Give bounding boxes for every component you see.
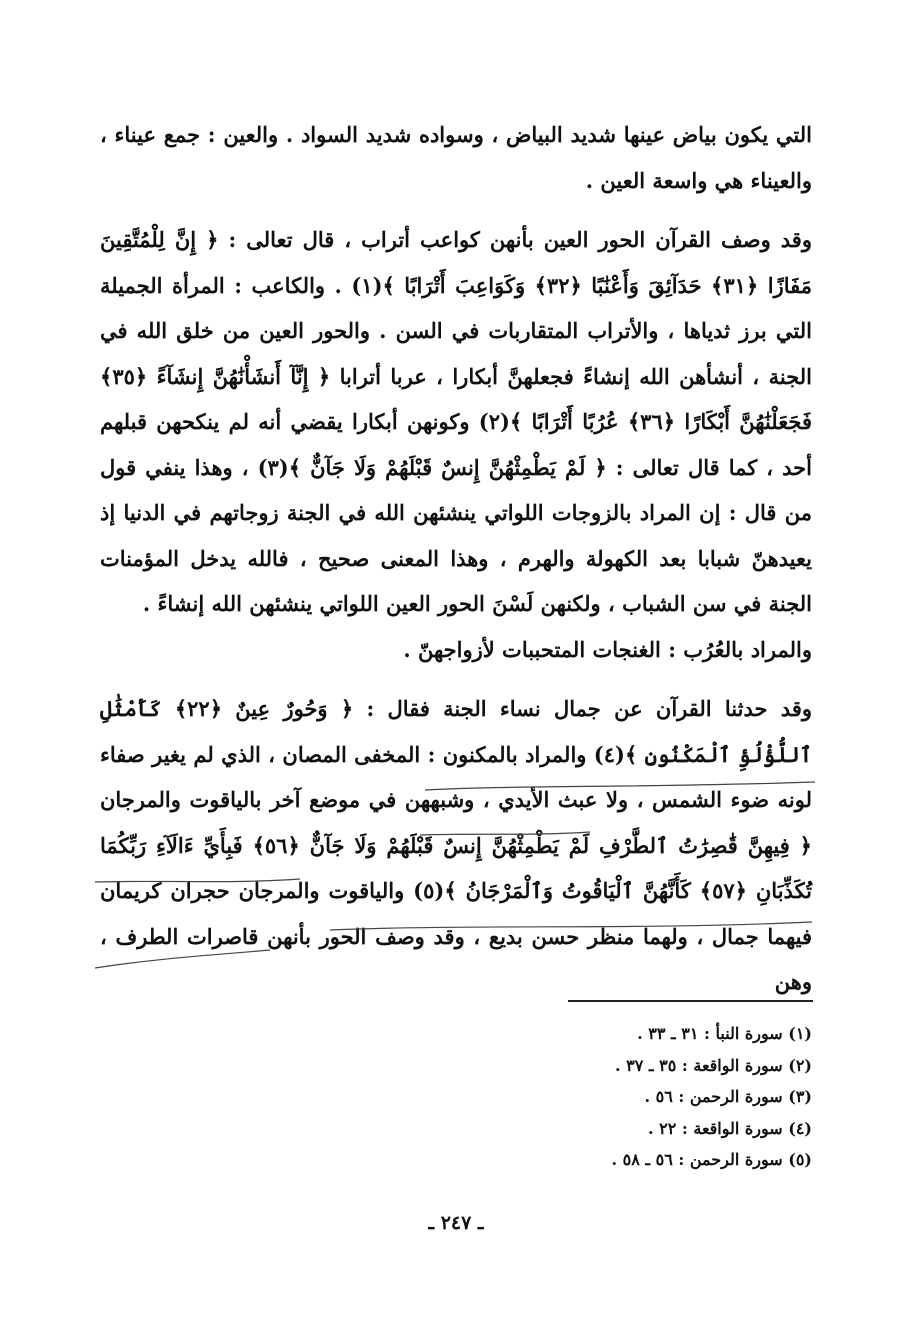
footnote-4: (٤) سورة الواقعة : ٢٢ .	[647, 1118, 812, 1138]
footnote-3: (٣) سورة الرحمن : ٥٦ .	[644, 1087, 812, 1106]
footnotes	[392, 1018, 812, 1176]
paragraph-4: وقد حدثنا القرآن عن جمال نساء الجنة فقال : ﴿ وَحُورٌ عِينٌ ﴿٢٢﴾ كَأَمْثَٰلِ ٱللُّؤْلُؤِ ٱلْمَكْنُونِ ﴾(٤) والمراد بالمكنون : المخفى المصان ، الذي لم يغير صفاء لونه ضوء الشمس ، ولا عبث الأيدي ، وشبههن في موضع آخر بالياقوت والمرجان ﴿ فِيهِنَّ قَٰصِرَٰتُ ٱلطَّرْفِ لَمْ يَطْمِثْهُنَّ إِنسٌ قَبْلَهُمْ وَلَا جَآنٌّ ﴿٥٦﴾ فَبِأَيِّ ءَالَآءِ رَبِّكُمَا تُكَذِّبَانِ ﴿٥٧﴾ كَأَنَّهُنَّ ٱلْيَاقُوتُ وَٱلْمَرْجَانُ ﴾(٥) والياقوت والمرجان حجران كريمان فيهما جمال ، ولهما منظر حسن بديع ، وقد وصف الحور بأنهن قاصرات الطرف ، وهن	[100, 696, 813, 994]
footnote-divider	[568, 1000, 813, 1002]
paragraph-gap	[100, 672, 812, 686]
footnote-2: (٢) سورة الواقعة : ٣٥ ـ ٣٧ .	[614, 1055, 812, 1075]
paragraph-2: وقد وصف القرآن الحور العين بأنهن كواعب أتراب ، قال تعالى : ﴿ إِنَّ لِلْمُتَّقِينَ مَفَازًا ﴿٣١﴾ حَدَآئِقَ وَأَعْنَٰبًا ﴿٣٢﴾ وَكَوَاعِبَ أَتْرَابًا ﴾(١) . والكاعب : المرأة الجميلة التي برز ثدياها ، والأتراب المتقاربات في السن . والحور العين من خلق الله في الجنة ، أنشأهن الله إنشاءً فجعلهنَّ أبكارا ، عربا أترابا ﴿ إِنَّآ أَنشَأْنَٰهُنَّ إِنشَآءً ﴿٣٥﴾ فَجَعَلْنَٰهُنَّ أَبْكَارًا ﴿٣٦﴾ عُرُبًا أَتْرَابًا ﴾(٢) وكونهن أبكارا يقضي أنه لم ينكحهن قبلهم أحد ، كما قال تعالى : ﴿ لَمْ يَطْمِثْهُنَّ إِنسٌ قَبْلَهُمْ وَلَا جَآنٌّ ﴾(٣) ، وهذا ينفي قول من قال : إن المراد بالزوجات اللواتي ينشئهن الله في الجنة زوجاتهم في الدنيا إذ يعيدهنّ شبابا بعد الكهولة والهرم ، وهذا المعنى صحيح ، فالله يدخل المؤمنات الجنة في سن الشباب ، ولكنهن لَسْنَ الحور العين اللواتي ينشئهن الله إنشاءً .	[100, 227, 812, 616]
paragraph-gap	[100, 203, 812, 217]
main-text	[100, 112, 812, 1005]
page-number: ـ ٢٤٧ ـ	[428, 1212, 484, 1234]
paragraph-3: والمراد بالعُرُب : الغنجات المتحببات لأزواجهنّ .	[403, 636, 812, 662]
paragraph-1: التي يكون بياض عينها شديد البياض ، وسواده شديد السواد . والعين : جمع عيناء ، والعيناء هي واسعة العين .	[100, 122, 812, 193]
footnote-5: (٥) سورة الرحمن : ٥٦ ـ ٥٨ .	[611, 1150, 812, 1169]
footnote-1: (١) سورة النبأ : ٣١ ـ ٣٣ .	[637, 1024, 812, 1043]
